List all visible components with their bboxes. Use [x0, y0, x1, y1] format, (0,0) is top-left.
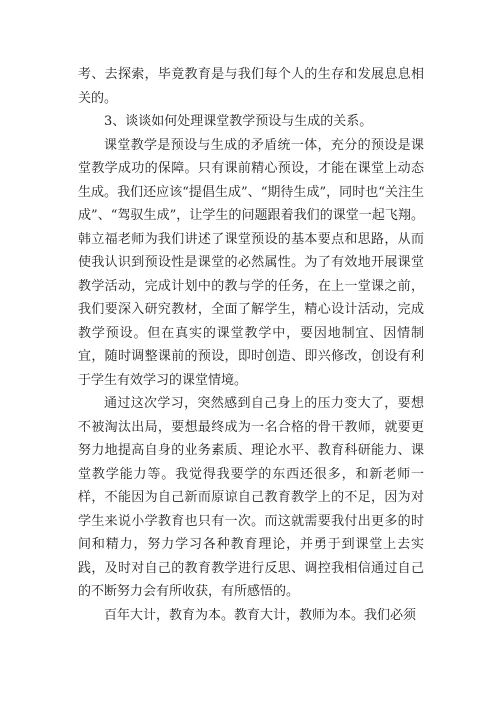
paragraph-education-foundation: 百年大计，教育为本。教育大计，教师为本。我们必须	[104, 607, 417, 623]
paragraph-study-reflection: 通过这次学习，突然感到自己身上的压力变大了，要想不被淘汰出局，要想最终成为一名合格的骨干教师，就要更努力地提高自身的业务素质、理论水平、教育科研能力、课堂教学能力等。我觉得我要学的东西还很多，和新老师一样，不能因为自己新而原谅自己教育教学上的不足，因为对学生来说小学教育也只有一次。而这就需要我付出更多的时间和精力，努力学习各种教育理论，并勇于到课堂上去实践，及时对自己的教育教学进行反思、调控我相信通过自己的不断努力会有所收获，有所感悟的。	[78, 396, 424, 599]
paragraph-preset-generation: 课堂教学是预设与生成的矛盾统一体，充分的预设是课堂教学成功的保障。只有课前精心预设，才能在课堂上动态生成。我们还应该“提倡生成”、“期待生成”，同时也“关注生成”、“驾驭生成”，让学生的问题跟着我们的课堂一起飞翔。韩立福老师为我们讲述了课堂预设的基本要点和思路，从而使我认识到预设性是课堂的必然属性。为了有效地开展课堂教学活动，完成计划中的教与学的任务，在上一堂课之前，我们要深入研究教材，全面了解学生，精心设计活动，完成教学预设。但在真实的课堂教学中，要因地制宜、因情制宜，随时调整课前的预设，即时创造、即兴修改，创设有利于学生有效学习的课堂情境。	[78, 137, 424, 388]
document-body	[78, 63, 424, 627]
paragraph-heading-3: 3、谈谈如何处理课堂教学预设与生成的关系。	[104, 114, 373, 129]
paragraph-continuation: 考、去探索，毕竟教育是与我们每个人的生存和发展息息相关的。	[78, 67, 424, 106]
